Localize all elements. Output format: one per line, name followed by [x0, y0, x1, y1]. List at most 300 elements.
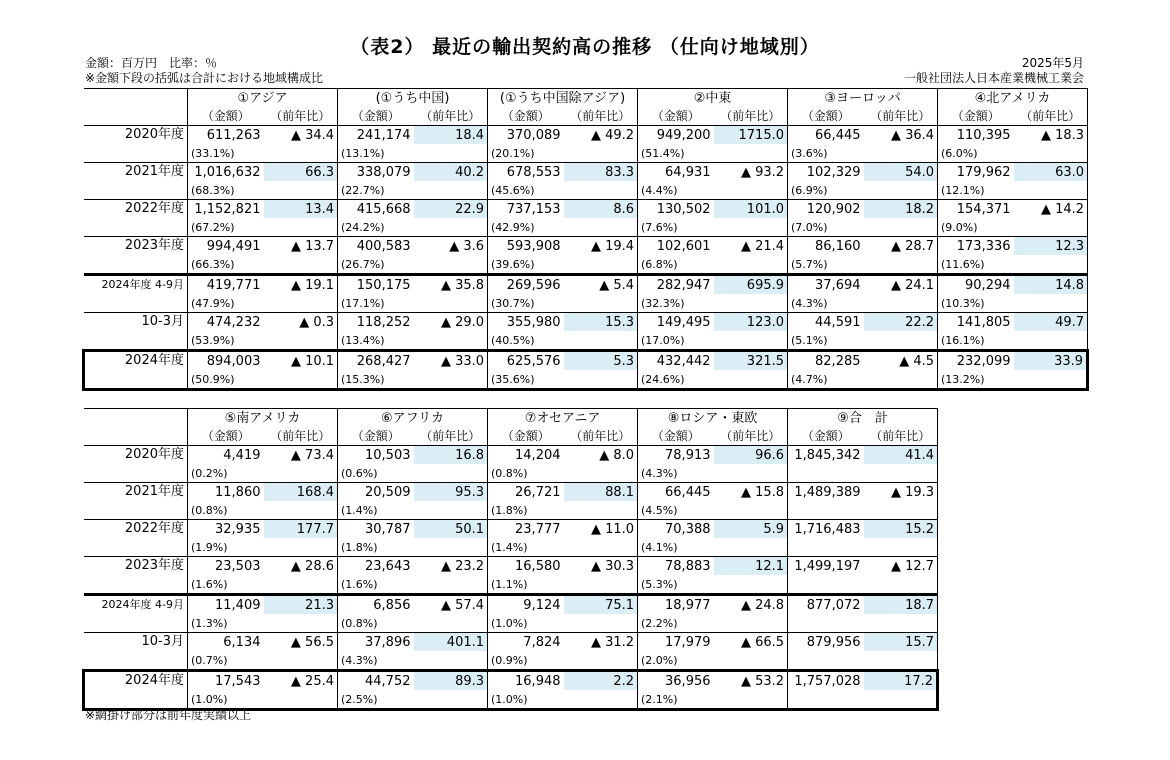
row-label: 2024年度 4-9月 [84, 595, 188, 633]
empty-cell [714, 575, 788, 595]
share-row [84, 218, 1088, 237]
region-header: ④北アメリカ [938, 89, 1088, 108]
amount-cell: 419,771 [188, 275, 264, 295]
row-label: 2024年度 [84, 351, 188, 390]
amount-cell: 64,931 [665, 164, 711, 180]
ratio-header: （前年比） [714, 107, 788, 126]
amount-cell: 110,395 [956, 127, 1011, 143]
empty-cell [414, 181, 488, 200]
share-cell: (4.1%) [638, 538, 714, 557]
empty-cell [864, 255, 938, 275]
amount-cell: 16,580 [515, 558, 561, 574]
share-cell: (1.0%) [188, 690, 264, 710]
empty-cell [864, 501, 938, 520]
ratio-cell: ▲ 15.8 [714, 483, 788, 502]
table-row [84, 520, 938, 539]
empty-cell [264, 218, 338, 237]
ratio-cell: 15.3 [564, 313, 638, 332]
ratio-cell: ▲ 31.2 [564, 633, 638, 652]
empty-cell [864, 218, 938, 237]
ratio-cell: 2.2 [564, 671, 638, 691]
ratio-cell: ▲ 28.6 [264, 557, 338, 576]
empty-cell [564, 464, 638, 483]
amount-cell: 149,495 [656, 314, 711, 330]
ratio-cell: 95.3 [414, 483, 488, 502]
share-cell: (4.5%) [638, 501, 714, 520]
table-row [84, 446, 938, 465]
amount-cell: 30,787 [365, 521, 411, 537]
amount-cell: 232,099 [938, 351, 1014, 371]
amount-cell: 338,079 [356, 164, 411, 180]
amount-cell: 1,716,483 [794, 521, 861, 537]
empty-cell [564, 651, 638, 671]
empty-cell [864, 690, 938, 710]
empty-cell [414, 144, 488, 163]
share-cell: (32.3%) [638, 294, 714, 313]
amount-cell: 44,752 [338, 671, 414, 691]
ratio-cell: ▲ 66.5 [714, 633, 788, 652]
share-cell [788, 690, 864, 710]
share-row [84, 255, 1088, 275]
ratio-cell: ▲ 14.2 [1014, 200, 1088, 219]
ratio-cell: ▲ 53.2 [714, 671, 788, 691]
bracket-note: ※金額下段の括弧は合計における地域構成比 [85, 71, 324, 85]
share-cell: (7.6%) [638, 218, 714, 237]
corner-cell [84, 89, 188, 108]
table-row [84, 351, 1088, 371]
amount-cell: 949,200 [656, 127, 711, 143]
amount-cell: 16,948 [488, 671, 564, 691]
amount-cell: 611,263 [206, 127, 261, 143]
share-row [84, 575, 938, 595]
ratio-cell: 22.2 [864, 313, 938, 332]
share-cell: (5.1%) [788, 331, 864, 351]
region-header-row [84, 89, 1088, 108]
empty-cell [564, 218, 638, 237]
amount-header: （金額） [938, 107, 1014, 126]
share-cell: (45.6%) [488, 181, 564, 200]
empty-cell [1014, 370, 1088, 390]
empty-cell [264, 181, 338, 200]
share-cell: (16.1%) [938, 331, 1014, 351]
share-cell: (22.7%) [338, 181, 414, 200]
empty-cell [714, 651, 788, 671]
table-row [84, 200, 1088, 219]
amount-cell: 120,902 [806, 201, 861, 217]
table-row [84, 557, 938, 576]
ratio-header: （前年比） [564, 107, 638, 126]
ratio-cell: ▲ 19.1 [264, 275, 338, 295]
amount-header: （金額） [188, 427, 264, 446]
ratio-cell: 123.0 [714, 313, 788, 332]
empty-cell [564, 331, 638, 351]
ratio-cell: 63.0 [1014, 163, 1088, 182]
share-cell: (11.6%) [938, 255, 1014, 275]
region-header: ③ヨーロッパ [788, 89, 938, 108]
ratio-cell: ▲ 33.0 [414, 351, 488, 371]
empty-cell [714, 370, 788, 390]
amount-cell: 1,757,028 [788, 671, 864, 691]
share-cell: (68.3%) [188, 181, 264, 200]
amount-cell: 141,805 [956, 314, 1011, 330]
share-cell [788, 614, 864, 633]
amount-header: （金額） [488, 427, 564, 446]
ratio-cell: ▲ 25.4 [264, 671, 338, 691]
share-cell: (4.4%) [638, 181, 714, 200]
share-cell: (0.8%) [188, 501, 264, 520]
empty-cell [414, 538, 488, 557]
empty-cell [1014, 181, 1088, 200]
empty-cell [564, 614, 638, 633]
amount-cell: 32,935 [215, 521, 261, 537]
share-row [84, 370, 1088, 390]
corner-cell [84, 409, 188, 428]
ratio-cell: ▲ 57.4 [414, 595, 488, 615]
table-row [84, 237, 1088, 256]
empty-cell [564, 690, 638, 710]
units-note: 金額：百万円 比率：％ [85, 56, 218, 70]
share-cell: (42.9%) [488, 218, 564, 237]
share-cell: (2.0%) [638, 651, 714, 671]
ratio-cell: 66.3 [264, 163, 338, 182]
ratio-cell: ▲ 35.8 [414, 275, 488, 295]
row-label: 10-3月 [84, 313, 188, 351]
table-row [84, 671, 938, 691]
table-row [84, 483, 938, 502]
ratio-header: （前年比） [1014, 107, 1088, 126]
empty-cell [714, 331, 788, 351]
empty-cell [414, 218, 488, 237]
amount-cell: 879,956 [806, 634, 861, 650]
amount-cell: 737,153 [506, 201, 561, 217]
empty-cell [714, 181, 788, 200]
share-cell: (47.9%) [188, 294, 264, 313]
region-header: ⑤南アメリカ [188, 409, 338, 428]
amount-cell: 118,252 [356, 314, 411, 330]
empty-cell [264, 501, 338, 520]
empty-cell [264, 690, 338, 710]
share-cell: (50.9%) [188, 370, 264, 390]
share-cell: (2.2%) [638, 614, 714, 633]
empty-cell [714, 255, 788, 275]
table-row [84, 275, 1088, 295]
share-cell: (4.3%) [338, 651, 414, 671]
row-label: 2022年度 [84, 520, 188, 557]
ratio-header: （前年比） [414, 107, 488, 126]
share-cell: (1.6%) [338, 575, 414, 595]
empty-cell [864, 651, 938, 671]
ratio-cell: 101.0 [714, 200, 788, 219]
ratio-cell: 695.9 [714, 275, 788, 295]
ratio-header: （前年比） [714, 427, 788, 446]
corner-cell [84, 427, 188, 446]
ratio-cell: 5.9 [714, 520, 788, 539]
share-cell: (0.8%) [488, 464, 564, 483]
amount-cell: 9,124 [488, 595, 564, 615]
corner-cell [84, 107, 188, 126]
empty-cell [1014, 218, 1088, 237]
ratio-cell: ▲ 19.3 [864, 483, 938, 502]
amount-cell: 877,072 [788, 595, 864, 615]
share-cell: (13.4%) [338, 331, 414, 351]
table-row [84, 163, 1088, 182]
share-cell: (26.7%) [338, 255, 414, 275]
share-cell [788, 538, 864, 557]
ratio-cell: ▲ 5.4 [564, 275, 638, 295]
row-label: 2021年度 [84, 483, 188, 520]
empty-cell [264, 614, 338, 633]
amount-cell: 10,503 [365, 447, 411, 463]
empty-cell [564, 575, 638, 595]
share-row [84, 614, 938, 633]
share-cell: (1.4%) [488, 538, 564, 557]
empty-cell [864, 144, 938, 163]
ratio-cell: 41.4 [864, 446, 938, 465]
table-row [84, 126, 1088, 145]
amount-cell: 37,896 [365, 634, 411, 650]
table-row [84, 595, 938, 615]
share-cell: (0.9%) [488, 651, 564, 671]
ratio-cell: ▲ 24.8 [714, 595, 788, 615]
amount-cell: 78,883 [665, 558, 711, 574]
ratio-cell: 54.0 [864, 163, 938, 182]
ratio-header: （前年比） [264, 427, 338, 446]
table-row [84, 633, 938, 652]
empty-cell [414, 370, 488, 390]
share-cell [788, 575, 864, 595]
amount-cell: 7,824 [523, 634, 561, 650]
share-row [84, 144, 1088, 163]
amount-cell: 432,442 [638, 351, 714, 371]
amount-cell: 17,543 [188, 671, 264, 691]
column-header-row [84, 107, 1088, 126]
ratio-cell: ▲ 24.1 [864, 275, 938, 295]
share-cell: (24.2%) [338, 218, 414, 237]
ratio-cell: 40.2 [414, 163, 488, 182]
amount-cell: 179,962 [956, 164, 1011, 180]
empty-cell [1014, 294, 1088, 313]
region-header: (①うち中国) [338, 89, 488, 108]
ratio-cell: 5.3 [564, 351, 638, 371]
empty-cell [864, 370, 938, 390]
amount-cell: 36,956 [638, 671, 714, 691]
amount-cell: 11,860 [215, 484, 261, 500]
row-label: 2023年度 [84, 237, 188, 275]
empty-cell [714, 464, 788, 483]
share-cell: (33.1%) [188, 144, 264, 163]
amount-cell: 1,499,197 [794, 558, 861, 574]
share-cell: (53.9%) [188, 331, 264, 351]
ratio-cell: 321.5 [714, 351, 788, 371]
empty-cell [264, 651, 338, 671]
amount-header: （金額） [638, 107, 714, 126]
share-cell: (13.2%) [938, 370, 1014, 390]
share-cell: (4.7%) [788, 370, 864, 390]
share-cell: (24.6%) [638, 370, 714, 390]
amount-cell: 173,336 [956, 238, 1011, 254]
ratio-cell: 16.8 [414, 446, 488, 465]
amount-cell: 102,601 [656, 238, 711, 254]
share-cell: (1.0%) [488, 690, 564, 710]
empty-cell [714, 218, 788, 237]
ratio-cell: ▲ 3.6 [414, 237, 488, 256]
empty-cell [714, 144, 788, 163]
share-row [84, 538, 938, 557]
ratio-cell: 89.3 [414, 671, 488, 691]
amount-cell: 18,977 [638, 595, 714, 615]
share-cell: (7.0%) [788, 218, 864, 237]
share-cell: (0.6%) [338, 464, 414, 483]
ratio-cell: 13.4 [264, 200, 338, 219]
ratio-header: （前年比） [864, 427, 938, 446]
ratio-cell: ▲ 18.3 [1014, 126, 1088, 145]
row-label: 2020年度 [84, 126, 188, 163]
region-header-row [84, 409, 938, 428]
ratio-cell: 33.9 [1014, 351, 1088, 371]
ratio-cell: 14.8 [1014, 275, 1088, 295]
empty-cell [564, 501, 638, 520]
ratio-header: （前年比） [264, 107, 338, 126]
ratio-cell: 168.4 [264, 483, 338, 502]
ratio-cell: 18.2 [864, 200, 938, 219]
ratio-cell: ▲ 56.5 [264, 633, 338, 652]
empty-cell [264, 538, 338, 557]
empty-cell [414, 614, 488, 633]
share-cell: (4.3%) [638, 464, 714, 483]
ratio-header: （前年比） [564, 427, 638, 446]
ratio-cell: 401.1 [414, 633, 488, 652]
ratio-cell: 18.4 [414, 126, 488, 145]
empty-cell [414, 690, 488, 710]
amount-cell: 593,908 [506, 238, 561, 254]
share-cell: (13.1%) [338, 144, 414, 163]
share-cell: (15.3%) [338, 370, 414, 390]
ratio-cell: 21.3 [264, 595, 338, 615]
date-label: 2025年5月 [1021, 56, 1084, 70]
ratio-cell: 1715.0 [714, 126, 788, 145]
empty-cell [864, 538, 938, 557]
share-cell: (1.1%) [488, 575, 564, 595]
share-cell: (0.2%) [188, 464, 264, 483]
share-cell: (40.5%) [488, 331, 564, 351]
empty-cell [564, 370, 638, 390]
region-header: ⑥アフリカ [338, 409, 488, 428]
ratio-cell: 22.9 [414, 200, 488, 219]
empty-cell [414, 575, 488, 595]
ratio-cell: 96.6 [714, 446, 788, 465]
share-row [84, 464, 938, 483]
amount-cell: 1,489,389 [794, 484, 861, 500]
share-cell: (5.3%) [638, 575, 714, 595]
empty-cell [564, 181, 638, 200]
empty-cell [714, 538, 788, 557]
amount-cell: 6,134 [223, 634, 261, 650]
share-cell: (39.6%) [488, 255, 564, 275]
amount-cell: 20,509 [365, 484, 411, 500]
share-row [84, 501, 938, 520]
empty-cell [264, 331, 338, 351]
share-cell: (10.3%) [938, 294, 1014, 313]
ratio-cell: ▲ 11.0 [564, 520, 638, 539]
share-row [84, 331, 1088, 351]
ratio-cell: 75.1 [564, 595, 638, 615]
share-cell [788, 501, 864, 520]
ratio-cell: ▲ 8.0 [564, 446, 638, 465]
empty-cell [864, 464, 938, 483]
amount-cell: 90,294 [938, 275, 1014, 295]
empty-cell [414, 651, 488, 671]
share-cell: (3.6%) [788, 144, 864, 163]
amount-cell: 23,503 [215, 558, 261, 574]
ratio-cell: ▲ 13.7 [264, 237, 338, 256]
amount-cell: 6,856 [338, 595, 414, 615]
ratio-cell: 88.1 [564, 483, 638, 502]
amount-cell: 474,232 [206, 314, 261, 330]
amount-cell: 82,285 [788, 351, 864, 371]
amount-cell: 268,427 [338, 351, 414, 371]
ratio-cell: ▲ 23.2 [414, 557, 488, 576]
row-label: 2021年度 [84, 163, 188, 200]
amount-cell: 66,445 [815, 127, 861, 143]
row-label: 2020年度 [84, 446, 188, 483]
row-label: 2024年度 4-9月 [84, 275, 188, 313]
amount-cell: 154,371 [956, 201, 1011, 217]
empty-cell [264, 144, 338, 163]
ratio-cell: 17.2 [864, 671, 938, 691]
share-cell: (20.1%) [488, 144, 564, 163]
region-header: (①うち中国除アジア) [488, 89, 638, 108]
share-cell: (4.3%) [788, 294, 864, 313]
ratio-header: （前年比） [864, 107, 938, 126]
share-cell: (5.7%) [788, 255, 864, 275]
amount-cell: 4,419 [223, 447, 261, 463]
empty-cell [564, 144, 638, 163]
amount-header: （金額） [188, 107, 264, 126]
export-table-2 [82, 408, 939, 711]
share-cell: (1.6%) [188, 575, 264, 595]
share-cell: (6.0%) [938, 144, 1014, 163]
share-cell: (1.8%) [338, 538, 414, 557]
empty-cell [414, 294, 488, 313]
amount-header: （金額） [338, 427, 414, 446]
ratio-cell: ▲ 28.7 [864, 237, 938, 256]
amount-cell: 14,204 [515, 447, 561, 463]
amount-header: （金額） [338, 107, 414, 126]
footnote: ※網掛け部分は前年度実績以上 [85, 708, 252, 722]
empty-cell [264, 464, 338, 483]
amount-cell: 66,445 [665, 484, 711, 500]
amount-cell: 11,409 [188, 595, 264, 615]
amount-cell: 269,596 [488, 275, 564, 295]
share-cell: (2.5%) [338, 690, 414, 710]
ratio-cell: ▲ 93.2 [714, 163, 788, 182]
share-cell: (51.4%) [638, 144, 714, 163]
ratio-cell: 177.7 [264, 520, 338, 539]
page-title: （表2） 最近の輸出契約高の推移 （仕向け地域別） [350, 36, 820, 58]
share-cell: (1.3%) [188, 614, 264, 633]
amount-cell: 26,721 [515, 484, 561, 500]
amount-cell: 86,160 [815, 238, 861, 254]
region-header: ⑦オセアニア [488, 409, 638, 428]
ratio-cell: ▲ 19.4 [564, 237, 638, 256]
ratio-cell: 12.3 [1014, 237, 1088, 256]
ratio-cell: 50.1 [414, 520, 488, 539]
empty-cell [564, 255, 638, 275]
amount-cell: 678,553 [506, 164, 561, 180]
share-cell: (9.0%) [938, 218, 1014, 237]
share-cell: (17.0%) [638, 331, 714, 351]
amount-cell: 130,502 [656, 201, 711, 217]
